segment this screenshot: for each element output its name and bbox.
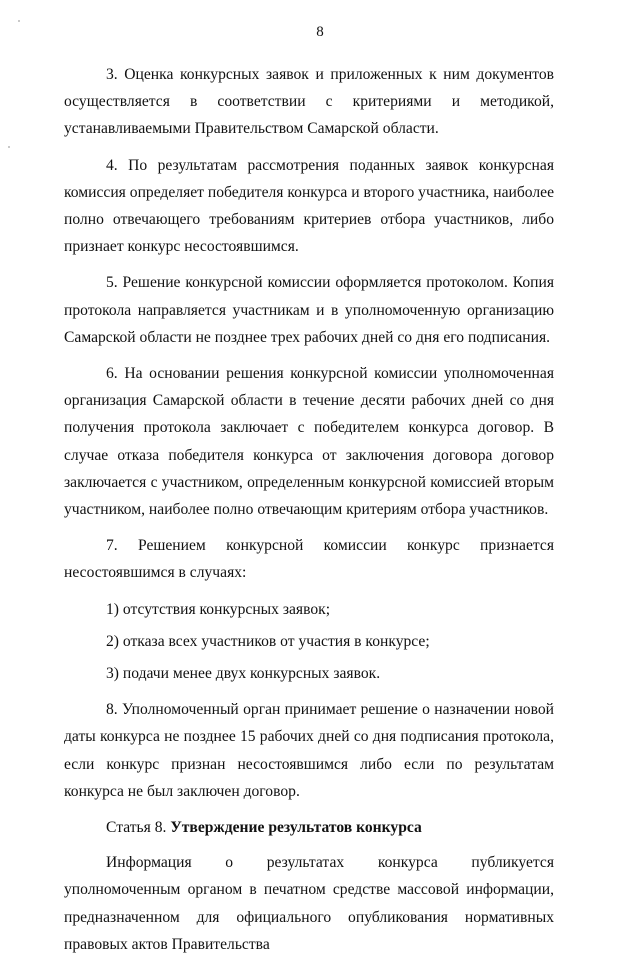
scan-speck <box>18 20 20 22</box>
scan-speck <box>8 146 10 148</box>
article-heading <box>64 814 554 841</box>
list-item: 2) отказа всех участников от участия в конкурсе; <box>106 632 430 650</box>
list-item: 1) отсутствия конкурсных заявок; <box>106 600 331 618</box>
document-body <box>64 61 554 967</box>
paragraph-6: 6. На основании решения конкурсной комиссии уполномоченная организация Самарской области в течение десяти рабочих дней со дня получения протокола заключает с победителем конкурса договор. В случае отказа победителя конкурса от заключения договора договор заключается с участником, определенным конкурсной комиссией вторым участником, наиболее полно отвечающим критериям отбора участников. <box>64 365 554 519</box>
article-prefix: Статья 8. <box>106 819 171 837</box>
paragraph-4: 4. По результатам рассмотрения поданных заявок конкурсная комиссия определяет победителя конкурса и второго участника, наиболее полно отвечающего требованиям критериев отбора участников, либо признает конкурс несостоявшимся. <box>64 156 554 256</box>
paragraph-7: 7. Решением конкурсной комиссии конкурс признается несостоявшимся в случаях: <box>64 537 554 582</box>
list-item: 3) подачи менее двух конкурсных заявок. <box>106 665 381 683</box>
article-title: Утверждение результатов конкурса <box>170 819 422 837</box>
paragraph-3: 3. Оценка конкурсных заявок и приложенных к ним документов осуществляется в соответствии с критериями и методикой, устанавливаемыми Правительством Самарской области. <box>64 66 554 138</box>
paragraph-8: 8. Уполномоченный орган принимает решение о назначении новой даты конкурса не позднее 15 рабочих дней со дня подписания протокола, если конкурс признан несостоявшимся либо если по результатам конкурса не был заключен договор. <box>64 701 554 800</box>
page-number: 8 <box>316 24 324 40</box>
final-paragraph: Информация о результатах конкурса публикуется уполномоченным органом в печатном средстве массовой информации, предназначенном для официального опубликования нормативных правовых актов Правительства <box>64 854 554 953</box>
paragraph-5: 5. Решение конкурсной комиссии оформляется протоколом. Копия протокола направляется участникам и в уполномоченную организацию Самарской области не позднее трех рабочих дней со дня его подписания. <box>64 274 554 346</box>
